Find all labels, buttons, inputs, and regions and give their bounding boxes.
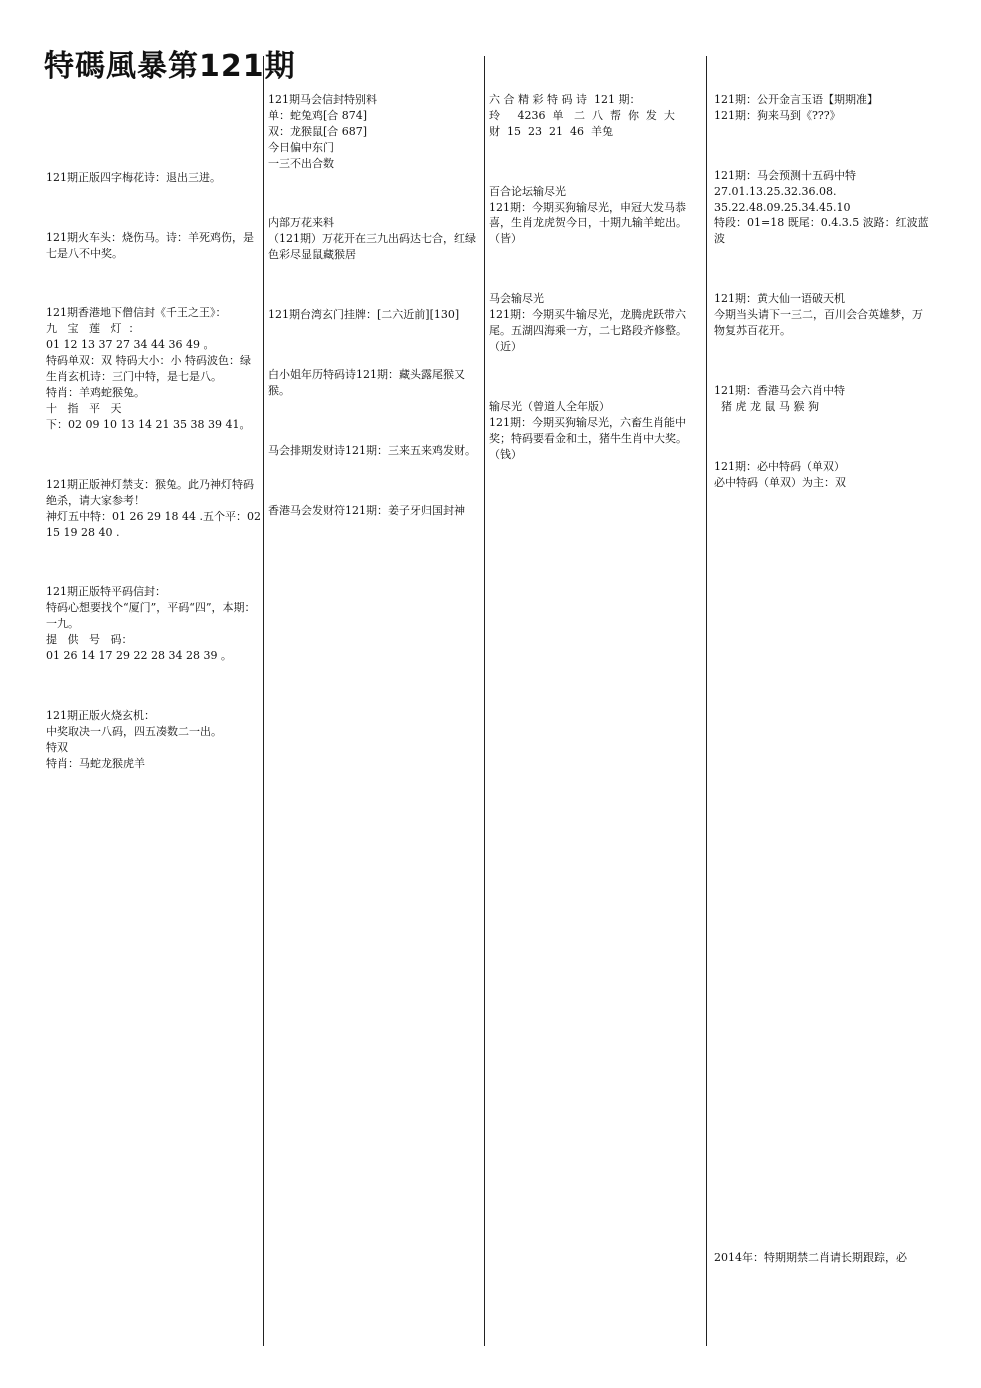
text-block: 121期：必中特码（单双） 必中特码（单双）为主：双 [714,459,846,489]
text-block: 121期香港地下僧信封《千王之王》： 九 宝 莲 灯 ： 01 12 13 37 27 34 44 36 49 。 特码单双：双 特码大小：小 特码波色：绿 生肖玄机诗：三门中特，是七是八。 特肖：羊鸡蛇猴兔。 十 指 平 天 下：02 09 10 13 14 21 35 38 39 41。 [46,306,251,431]
column-3 [489,60,707,506]
text-block: 马会排期发财诗121期：三来五来鸡发财。 [268,443,476,457]
text-block: 香港马会发财符121期：姜子牙归国封神 [268,503,465,517]
page-title: 特碼風暴第121期 [44,49,296,84]
text-block: 121期正版火烧玄机： 中奖取决一八码，四五凑数二一出。 特双 特肖：马蛇龙猴虎羊 [46,709,222,770]
text-block: 121期正版四字梅花诗：退出三进。 [46,170,221,184]
text-block: 121期火车头：烧伤马。诗：羊死鸡伤，是七是八不中奖。 [46,230,254,260]
text-block: 121期正版神灯禁支：猴兔。此乃神灯特码绝杀，请大家参考！ 神灯五中特：01 26 29 18 44 .五个平：02 15 19 28 40 . [46,477,261,539]
text-block: 六 合 精 彩 特 码 诗 121 期： 玲 4236 单 二 八 帮 你 发 大 财 15 23 21 46 羊兔 [489,92,675,138]
text-block: 121期正版特平码信封： 特码心想要找个“厦门”，平码“四”，本期：一九。 提 供 号 码： 01 26 14 17 29 22 28 34 28 39 。 [46,585,256,663]
footer-note: 2014年：特期期禁二肖请长期跟踪，必 [714,1251,907,1264]
text-block: 121期马会信封特别料 单：蛇兔鸡[合 874] 双：龙猴鼠[合 687] 今日偏中东门 一三不出合数 [268,92,377,170]
text-block: 121期：公开金言玉语【期期准】 121期：狗来马到《???》 [714,92,878,122]
column-1 [46,138,264,816]
text-block: 百合论坛输尽光 121期：今期买狗输尽光，申冠大发马恭喜，生肖龙虎贺今日，十期九输羊蛇出。（皆） [489,184,687,246]
text-block: 输尽光（曾道人全年版） 121期：今期买狗输尽光，六畜生肖能中奖；特码要看金和土，猪牛生肖中大奖。（钱） [489,399,687,461]
column-2 [268,60,486,562]
text-block: 马会输尽光 121期：今期买牛输尽光，龙腾虎跃带六尾。五湖四海乘一方，二七路段齐修整。（近） [489,292,687,353]
text-block: 121期：黄大仙一语破天机 今期当头请下一三二，百川会合英雄梦，万物复苏百花开。 [714,292,923,338]
text-block: 内部万花来料 （121期）万花开在三九出码达七合，红绿色彩尽显鼠藏猴居 [268,216,476,262]
column-4 [714,60,932,534]
text-block: 白小姐年历特码诗121期：藏头露尾猴又猴。 [268,367,465,397]
text-block: 121期：香港马会六肖中特 猪 虎 龙 鼠 马 猴 狗 [714,383,845,413]
text-block: 121期台湾玄门挂牌：[二六近前][130] [268,308,460,322]
text-block: 121期：马会预测十五码中特 27.01.13.25.32.36.08. 35.22.48.09.25.34.45.10 特段：01=18 既尾：0.4.3.5 波路：红波蓝波 [714,168,929,246]
